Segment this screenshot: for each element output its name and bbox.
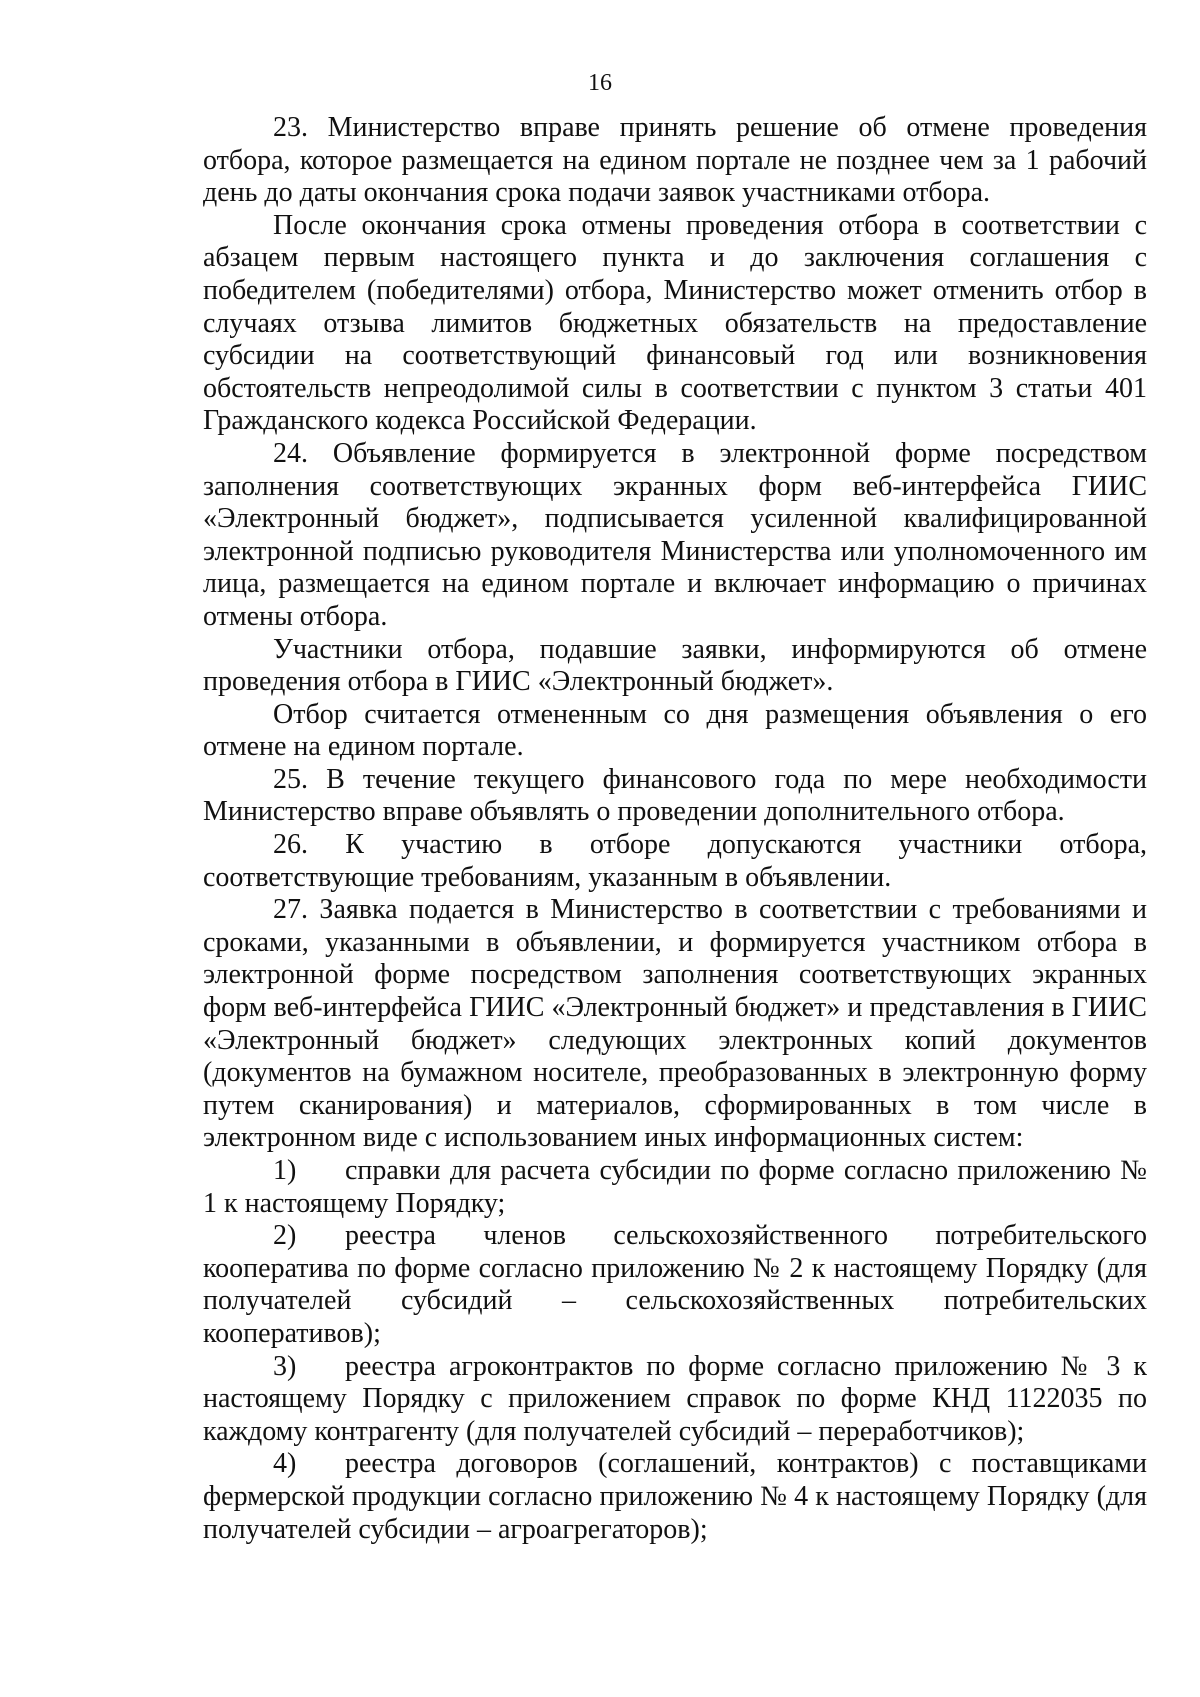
paragraph-24-cancelled: Отбор считается отмененным со дня размещения объявления о его отмене на едином портале. [203, 698, 1147, 763]
paragraph-27: 27. Заявка подается в Министерство в соответствии с требованиями и сроками, указанными в объявлении, и формируется участником отбора в электронной форме посредством заполнения соответствующих экранных форм веб-интерфейса ГИИС «Электронный бюджет» и представления в ГИИС «Электронный бюджет» следующих электронных копий документов (документов на бумажном носителе, преобразованных в электронную форму путем сканирования) и материалов, сформированных в том числе в электронном виде с использованием иных информационных систем: [203, 894, 1147, 1154]
list-item [203, 1448, 1147, 1546]
list-item-text: справки для расчета субсидии по форме согласно приложению № 1 к настоящему Порядку; [203, 1155, 1147, 1219]
paragraph-23: 23. Министерство вправе принять решение об отмене проведения отбора, которое размещается на едином портале не позднее чем за 1 рабочий день до даты окончания срока подачи заявок участниками отбора. [203, 112, 1147, 209]
list-item [203, 1220, 1147, 1350]
list-item [203, 1155, 1147, 1220]
list-item-number: 2) [273, 1220, 297, 1252]
list-item-number: 1) [273, 1155, 297, 1186]
document-body [203, 112, 1147, 1546]
list-item-number: 4) [273, 1448, 297, 1480]
page-number: 16 [588, 70, 612, 96]
list-item [203, 1351, 1147, 1449]
paragraph-25: 25. В течение текущего финансового года по мере необходимости Министерство вправе объявлять о проведении дополнительного отбора. [203, 763, 1147, 828]
paragraph-26: 26. К участию в отборе допускаются участники отбора, соответствующие требованиям, указанным в объявлении. [203, 829, 1147, 893]
paragraph-24-participants: Участники отбора, подавшие заявки, информируются об отмене проведения отбора в ГИИС «Электронный бюджет». [203, 633, 1147, 698]
list-item-text: реестра членов сельскохозяйственного потребительского кооператива по форме согласно приложению № 2 к настоящему Порядку (для получателей субсидий – сельскохозяйственных потребительских кооперативов); [203, 1220, 1147, 1349]
paragraph-23-cancellation: После окончания срока отмены проведения отбора в соответствии с абзацем первым настоящего пункта и до заключения соглашения с победителем (победителями) отбора, Министерство может отменить отбор в случаях отзыва лимитов бюджетных обязательств на предоставление субсидии на соответствующий финансовый год или возникновения обстоятельств непреодолимой силы в соответствии с пунктом 3 статьи 401 Гражданского кодекса Российской Федерации. [203, 209, 1147, 437]
list-item-number: 3) [273, 1350, 297, 1382]
list-item-text: реестра договоров (соглашений, контрактов) с поставщиками фермерской продукции согласно приложению № 4 к настоящему Порядку (для получателей субсидии – агроагрегаторов); [203, 1448, 1147, 1545]
paragraph-24: 24. Объявление формируется в электронной форме посредством заполнения соответствующих экранных форм веб-интерфейса ГИИС «Электронный бюджет», подписывается усиленной квалифицированной электронной подписью руководителя Министерства или уполномоченного им лица, размещается на едином портале и включает информацию о причинах отмены отбора. [203, 437, 1147, 632]
list-item-text: реестра агроконтрактов по форме согласно приложению № 3 к настоящему Порядку с приложением справок по форме КНД 1122035 по каждому контрагенту (для получателей субсидий – переработчиков); [203, 1350, 1147, 1447]
